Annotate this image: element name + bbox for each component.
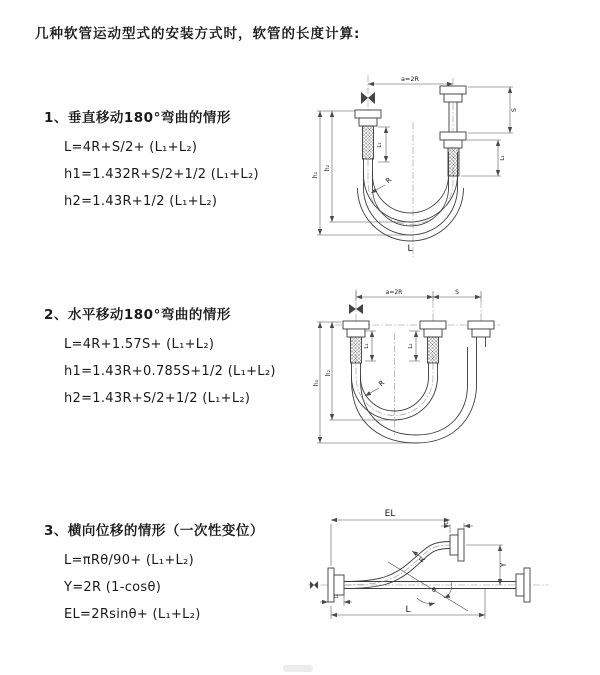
dim-label-l2: L₂ [500,155,506,161]
section-1-formulas [44,134,314,215]
dim-label-y: Y [499,562,508,568]
dim-label-s: S [510,107,518,113]
flange-hub [347,329,365,337]
section-1-heading: 1、垂直移动180°弯曲的情形 [44,110,231,126]
diagram-lateral-displacement [300,490,600,665]
formula-line: L=πRθ/90+ (L₁+L₂) [64,553,194,568]
dim-label-l1: L₁ [377,142,383,148]
flange-hub [516,574,524,596]
section-2-heading: 2、水平移动180°弯曲的情形 [44,307,231,323]
hose-wall [373,152,449,213]
flange-hub [359,118,377,126]
formula-line: h2=1.43R+S/2+1/2 (L₁+L₂) [64,391,251,406]
hose-assembly [310,529,530,602]
flange [524,568,530,602]
dim-label-s: S [455,289,459,296]
dim-label-theta: θ [432,586,436,594]
dim-label-l1: L₁ [364,343,370,349]
flange [420,321,446,329]
formula-line: h2=1.43R+1/2 (L₁+L₂) [64,194,218,209]
formula-line: Y=2R (1-cosθ) [64,580,162,595]
formula-line: h1=1.432R+S/2+1/2 (L₁+L₂) [64,167,259,182]
dim-label-a2r: a=2R [385,289,403,296]
dim-label-l1: L₁ [333,594,339,600]
flange-hub [334,575,344,595]
dim-label-l2: L₂ [408,343,414,349]
dim-label-h1: h₁ [312,171,319,179]
flange-hub [472,329,490,337]
flange-hub [444,140,462,148]
section-3-formulas [44,547,314,628]
flange-hub [450,535,458,555]
dim-label-h2: h₂ [324,164,331,172]
dimension-lines [320,520,503,619]
hose-wall-moved [344,549,450,589]
section-1 [44,106,314,215]
dim-label-h2: h₂ [325,369,332,377]
flange-hub [444,94,462,102]
dim-label-r: R [384,175,394,186]
section-3 [44,519,314,628]
flange [440,132,466,140]
hose-assembly [355,86,466,241]
centerlines [368,75,453,257]
hose-centerline-arc [368,160,453,225]
section-2-formulas [44,331,314,412]
formula-line: L=4R+1.57S+ (L₁+L₂) [64,337,215,352]
diagram-vertical-180-bend [310,70,600,260]
dim-label-L: L [405,605,411,615]
hose-wall-moved [364,170,458,235]
flange [343,321,369,329]
dim-label-l2: L₂ [443,520,449,526]
section-2 [44,303,314,412]
dim-label-r: R [377,378,387,389]
formula-line: h1=1.43R+0.785S+1/2 (L₁+L₂) [64,364,276,379]
hose-assembly [343,304,494,443]
flange-hub [424,329,442,337]
flange [440,86,466,94]
pipe-stub [477,337,486,347]
hose-wall [364,152,458,222]
diagram-horizontal-180-bend [310,285,600,460]
hose-wall-moved [352,347,477,443]
formula-line: L=4R+S/2+ (L₁+L₂) [64,140,198,155]
flange [458,529,464,561]
flange [468,321,494,329]
valve-icon [310,581,318,589]
braided-hose-section [363,126,374,159]
flange [355,110,381,118]
formula-line: EL=2Rsinθ+ (L₁+L₂) [64,607,201,622]
footer-mark [283,665,313,672]
page-title: 几种软管运动型式的安装方式时，软管的长度计算: [35,26,361,42]
braided-hose-section [428,337,439,363]
section-3-heading: 3、横向位移的情形（一次性变位） [44,523,264,539]
hose-wall-moved [361,347,468,435]
dim-label-r: R [417,555,428,565]
dim-label-a2r: a=2R [400,75,420,83]
dim-label-h1: h₁ [313,379,320,387]
dim-label-el: EL [384,509,396,519]
dim-label-L: L [407,244,413,254]
